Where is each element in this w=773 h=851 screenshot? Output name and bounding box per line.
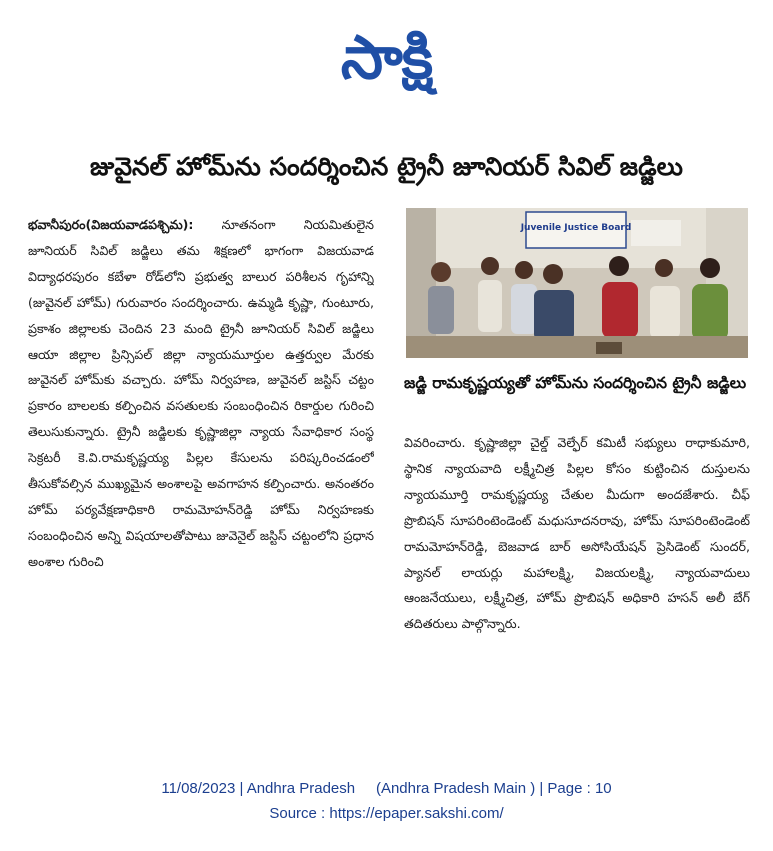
masthead — [0, 18, 773, 98]
article-headline: జువైనల్ హోమ్‌ను సందర్శించిన ట్రైనీ జూనియర్ సివిల్ జడ్జిలు — [90, 152, 683, 181]
article-body-right: వివరించారు. కృష్ణాజిల్లా చైల్డ్ వెల్ఫేర్ కమిటీ సభ్యులు రాధాకుమారి, స్థానిక న్యాయవాది లక్ష్మీచిత్ర పిల్లల కోసం కుట్టించిన దుస్తులను న్యాయమూర్తి రామకృష్ణయ్య చేతుల మీదుగా అందజేశారు. చీఫ్ ప్రొబిషన్ సూపరింటెండెంట్ మధుసూదనరావు, హోమ్ సూపరింటెండెంట్ రామమోహన్‌రెడ్డి, బెజవాడ బార్ అసోసియేషన్ ప్రెసిడెంట్ సుందర్, ప్యానల్ లాయర్లు మహాలక్ష్మి, విజయలక్ష్మి, న్యాయవాదులు ఆంజనేయులు, లక్ష్మీచిత్ర, హోమ్ ప్రొబిషన్ అధికారి హసన్ అలీ బేగ్ తదితరులు పాల్గొన్నారు. — [404, 435, 750, 632]
page-footer — [0, 776, 773, 826]
article-photo — [406, 208, 748, 358]
footer-edition-line: 11/08/2023 | Andhra Pradesh (Andhra Pradesh Main ) | Page : 10 — [161, 780, 612, 797]
photo-banner-text: Juvenile Justice Board — [520, 223, 632, 233]
footer-source-line: Source : https://epaper.sakshi.com/ — [269, 805, 504, 822]
photo-illustration — [406, 208, 748, 358]
article-body-left: నూతనంగా నియమితులైన జూనియర్ సివిల్ జడ్జిలు తమ శిక్షణలో భాగంగా విజయవాడ విద్యాధరపురం కబేళా రోడ్‌లోని ప్రభుత్వ బాలుర పరిశీలన గృహాన్ని (జువైనల్ హోమ్) గురువారం సందర్శించారు. ఉమ్మడి కృష్ణా, గుంటూరు, ప్రకాశం జిల్లాలకు చెందిన 23 మంది ట్రైనీ జూనియర్ సివిల్ జడ్జిలు ఆయా జిల్లాల ప్రిన్సిపల్ జిల్లా న్యాయమూర్తుల ఉత్తర్వుల మేరకు జువైనల్ హోమ్‌కు వచ్చారు. హోమ్ నిర్వహణ, జువైనల్ జస్టిస్ చట్టం ప్రకారం బాలలకు కల్పించిన వసతులకు సంబంధించిన రికార్డుల గురించి తెలుసుకున్నారు. ట్రైనీ జడ్జిలకు కృష్ణాజిల్లా న్యాయ సేవాధికార సంస్థ సెక్రటరీ కె.వి.రామకృష్ణయ్య పిల్లల కేసులను పరిష్కరించడంలో తీసుకోవల్సిన ముఖ్యమైన అంశాలపై అవగాహన కల్పించారు. అనంతరం హోమ్ పర్యవేక్షణాధికారి రామమోహన్‌రెడ్డి హోమ్ నిర్వహణకు సంబంధించిన అన్ని విషయాలతోపాటు జువెనైల్ జస్టిస్ చట్టంలోని ప్రధాన అంశాల గురించి — [28, 217, 374, 569]
photo-caption: జడ్జి రామకృష్ణయ్యతో హోమ్‌ను సందర్శించిన ట్రైనీ జడ్జిలు — [404, 374, 747, 392]
sakshi-logo: సాక్షి — [340, 23, 433, 93]
article-dateline: భవానీపురం(విజయవాడపశ్చిమ): — [28, 217, 194, 232]
article-left-column — [28, 212, 374, 737]
